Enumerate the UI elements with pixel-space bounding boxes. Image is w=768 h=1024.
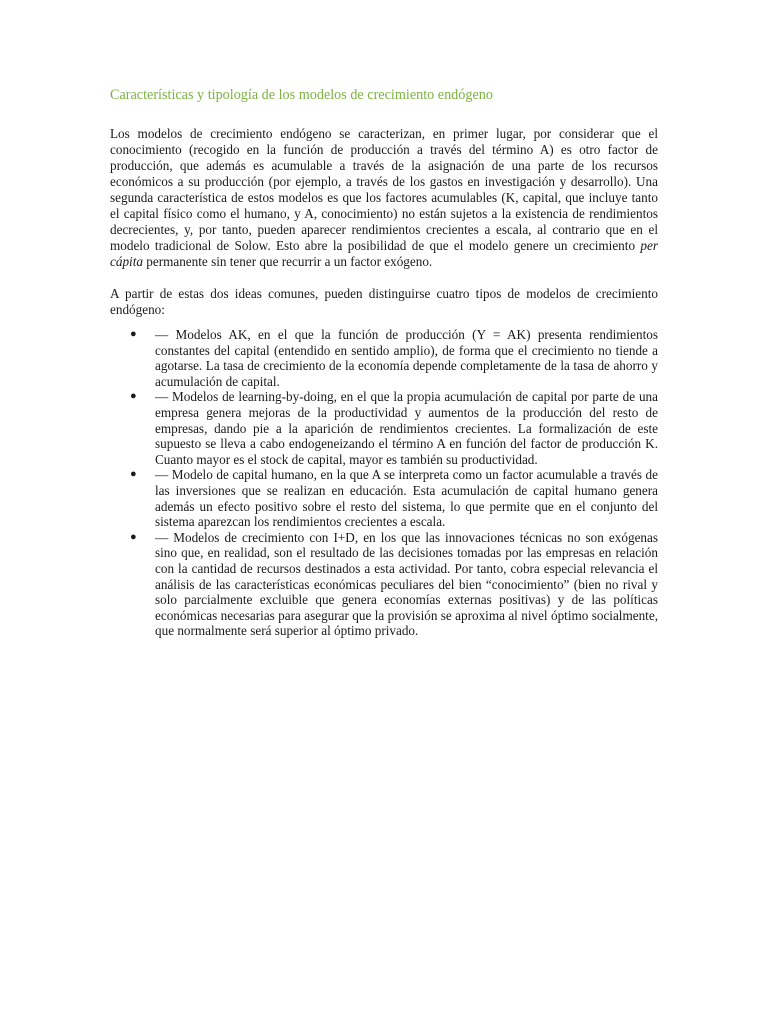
list-item [110,389,658,467]
intro-paragraph-text-a: Los modelos de crecimiento endógeno se caracterizan, en primer lugar, por considerar que el conocimiento (recogido en la función de producción a través del término A) es otro factor de producción, que además es acumulable a través de la asignación de una parte de los recursos económicos a su producción (por ejemplo, a través de los gastos en investigación y desarrollo). Una segunda característica de estos modelos es que los factores acumulables (K, capital, que incluye tanto el capital físico como el humano, y A, conocimiento) no están sujetos a la existencia de rendimientos decrecientes, y, por tanto, pueden aparecer rendimientos crecientes a escala, al contrario que en el modelo tradicional de Solow. Esto abre la posibilidad de que el modelo genere un crecimiento [110,126,658,253]
list-item-text: — Modelos de crecimiento con I+D, en los que las innovaciones técnicas no son exógenas sino que, en realidad, son el resultado de las decisiones tomadas por las empresas en relación con la cantidad de recursos destinados a esta actividad. Por tanto, cobra especial relevancia el análisis de las características económicas peculiares del bien “conocimiento” (bien no rival y solo parcialmente excluible que genera economías externas positivas) y de las políticas económicas necesarias para asegurar que la provisión se aproxima al nivel óptimo socialmente, que normalmente será superior al óptimo privado. [155,529,658,639]
document-title: Características y tipología de los modelos de crecimiento endógeno [110,87,493,103]
bullet-icon: ● [130,468,137,481]
intro-paragraph-text-b: permanente sin tener que recurrir a un factor exógeno. [142,254,433,269]
list-item [110,327,658,389]
intro-paragraph-italic: per cápita [110,238,658,269]
model-types-list-wrapper [110,327,658,639]
document-page [110,86,658,639]
list-item [110,467,658,529]
bullet-icon: ● [130,328,137,340]
bullet-icon: ● [130,530,137,543]
list-item-text: — Modelo de capital humano, en la que A se interpreta como un factor acumulable a través de las inversiones que se realizan en educación. Esta acumulación de capital humano genera además un efecto positivo sobre el resto del sistema, lo que permite que en el conjunto del sistema aparezcan los rendimientos crecientes a escala. [155,467,658,530]
model-types-list [110,327,658,639]
bullet-icon: ● [130,390,137,403]
list-item [110,530,658,639]
types-intro-paragraph: A partir de estas dos ideas comunes, pueden distinguirse cuatro tipos de modelos de crecimiento endógeno: [110,286,658,317]
list-item-text: — Modelos AK, en el que la función de producción (Y = AK) presenta rendimientos constantes del capital (entendido en sentido amplio), de forma que el crecimiento no tiende a agotarse. La tasa de crecimiento de la economía depende completamente de la tasa de ahorro y acumulación de capital. [155,327,658,389]
intro-paragraph [110,126,658,270]
list-item-text: — Modelos de learning-by-doing, en el que la propia acumulación de capital por parte de una empresa genera mejoras de la productividad y aumentos de la producción del resto de empresas, dando pie a la aparición de rendimientos crecientes. La formalización de este supuesto se lleva a cabo endogeneizando el término A en función del factor de producción K. Cuanto mayor es el stock de capital, mayor es también su productividad. [155,389,658,467]
